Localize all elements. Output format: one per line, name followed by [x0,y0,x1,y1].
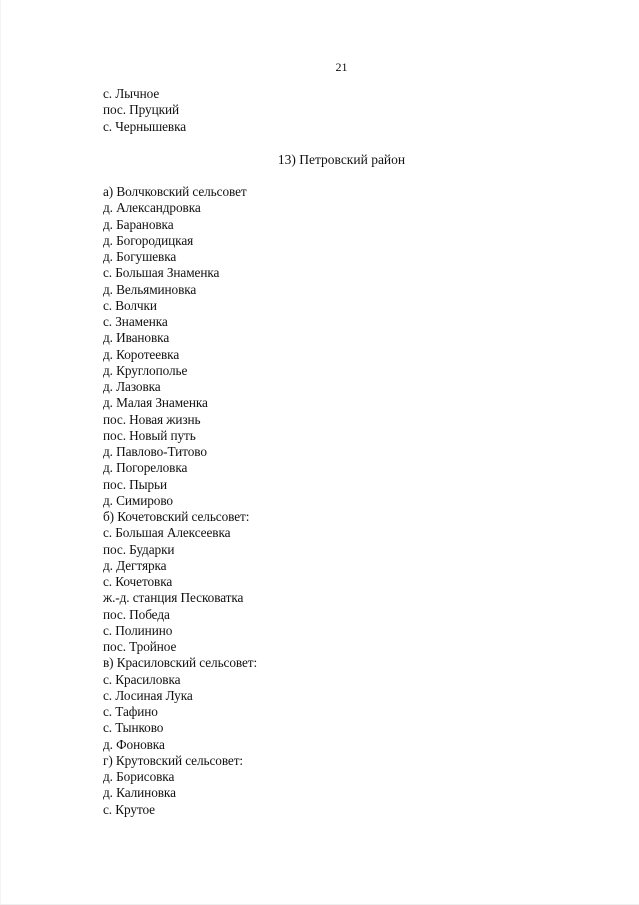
list-item: с. Тынково [103,720,164,736]
list-item: с. Красиловка [103,671,181,687]
list-item: с. Волчки [103,297,157,313]
list-item: д. Калиновка [103,785,176,801]
list-item: д. Вельяминовка [103,281,197,297]
list-item: пос. Победа [103,606,170,622]
list-item: с. Кочетовка [103,574,173,589]
list-item: пос. Новый путь [103,427,196,443]
council-heading: б) Кочетовский сельсовет: [103,509,250,524]
list-item: д. Павлово-Титово [103,444,207,459]
list-item: д. Богородицкая [103,232,194,248]
list-item: с. Большая Знаменка [103,265,220,281]
list-item: пос. Пруцкий [103,102,179,118]
continued-settlement-list [103,86,186,135]
scan-edge [0,0,1,905]
list-item: д. Фоновка [103,736,165,752]
list-item: с. Знаменка [103,314,168,329]
list-item: д. Коротеевка [103,346,180,362]
list-item: д. Александровка [103,200,201,216]
list-item: с. Чернышевка [103,118,187,134]
list-item: с. Крутое [103,801,155,817]
list-item: д. Круглополье [103,362,188,378]
list-item: д. Борисовка [103,769,175,784]
list-item: с. Большая Алексеевка [103,525,231,541]
settlement-list [103,184,257,818]
list-item: д. Лазовка [103,379,161,394]
list-item: пос. Пырьи [103,476,168,492]
page-number: 21 [335,60,348,74]
council-heading: г) Крутовский сельсовет: [103,752,244,768]
list-item: д. Погореловка [103,460,188,476]
list-item: д. Ивановка [103,330,170,346]
list-item: с. Лосиная Лука [103,687,193,703]
list-item: д. Дегтярка [103,557,167,573]
district-heading: 13) Петровский район [277,152,406,167]
list-item: д. Симирово [103,492,173,508]
list-item: пос. Новая жизнь [103,411,201,427]
list-item: с. Тафино [103,704,158,719]
list-item: ж.-д. станция Песковатка [103,590,244,606]
list-item: д. Малая Знаменка [103,395,208,411]
list-item: д. Богушевка [103,249,177,264]
council-heading: в) Красиловский сельсовет: [103,655,258,671]
list-item: пос. Бударки [103,541,175,557]
list-item: д. Барановка [103,216,174,232]
council-heading: а) Волчковский сельсовет [103,184,247,199]
list-item: с. Лычное [103,86,160,101]
list-item: пос. Тройное [103,639,177,654]
list-item: с. Полинино [103,622,173,638]
